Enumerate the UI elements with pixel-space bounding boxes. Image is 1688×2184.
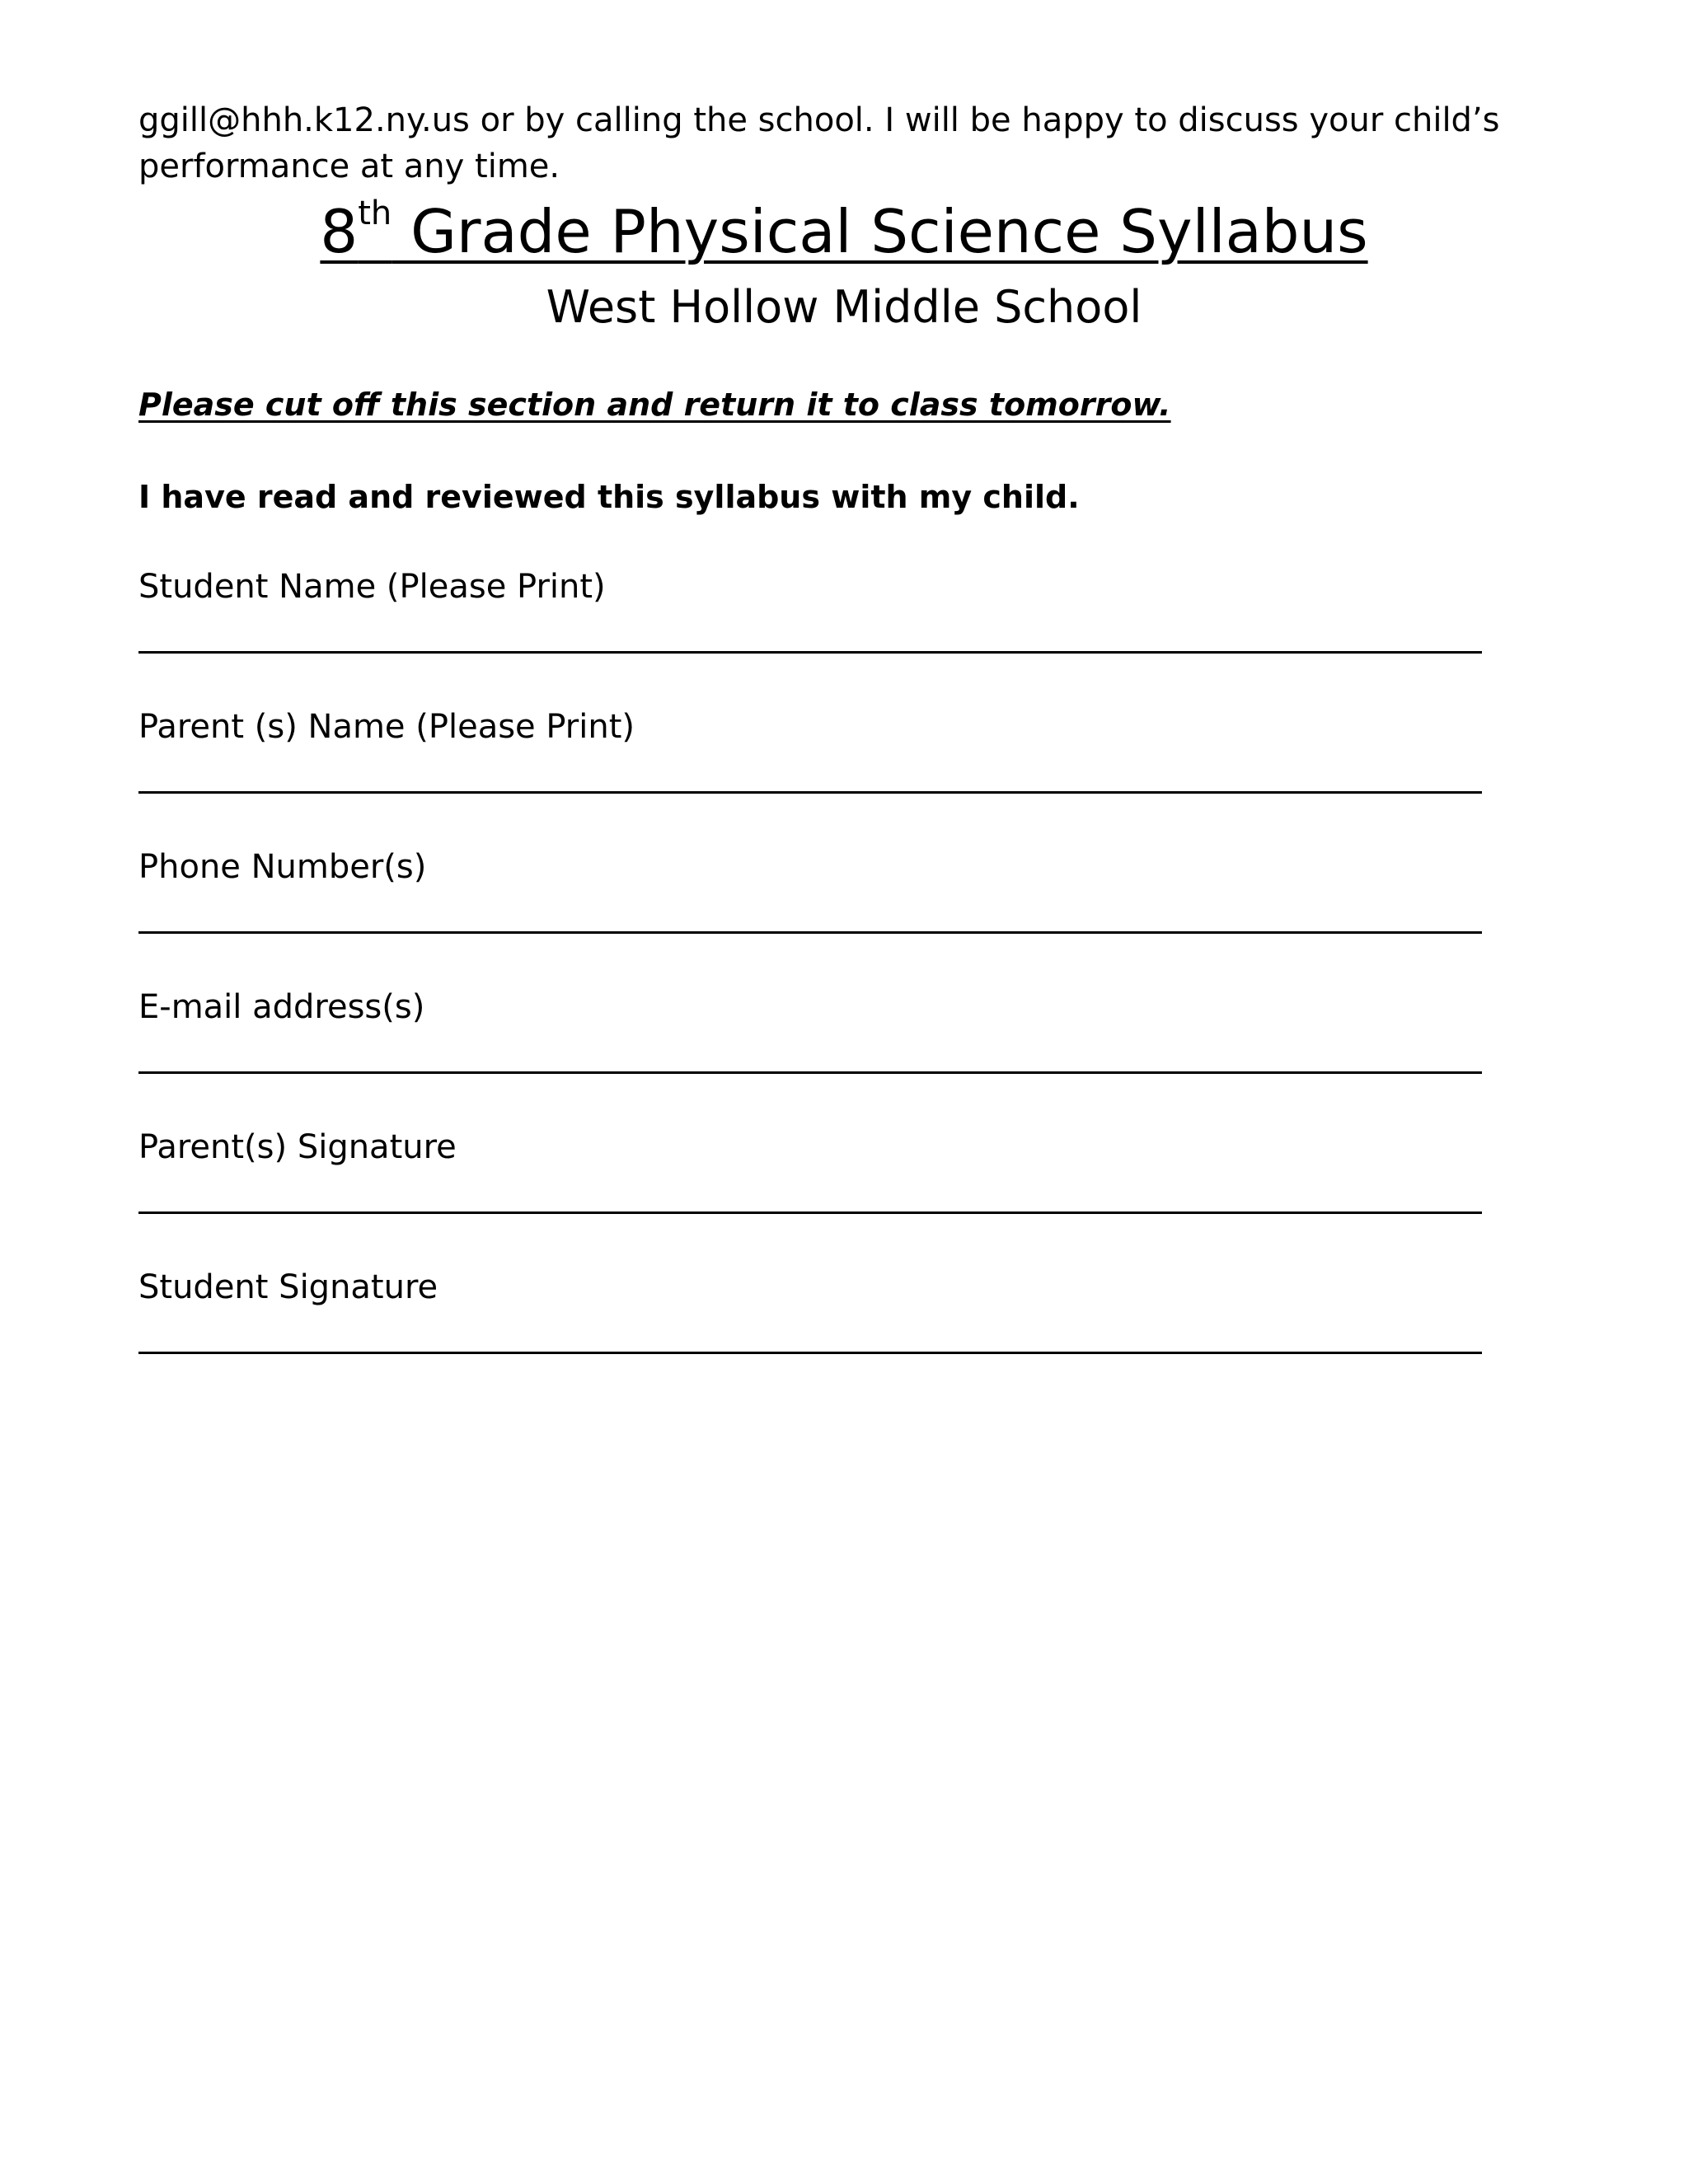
- student-name-label: Student Name (Please Print): [138, 568, 606, 606]
- email-address-label: E-mail address(s): [138, 988, 425, 1026]
- parent-name-line[interactable]: [138, 791, 1482, 794]
- email-address-line[interactable]: [138, 1071, 1482, 1074]
- title-text: [320, 194, 1368, 266]
- student-signature-line[interactable]: [138, 1352, 1482, 1354]
- student-signature-label: Student Signature: [138, 1268, 438, 1306]
- cut-off-instruction: Please cut off this section and return it to class tomorrow.: [138, 387, 1171, 423]
- parent-signature-line[interactable]: [138, 1212, 1482, 1214]
- school-name: West Hollow Middle School: [546, 281, 1142, 333]
- intro-paragraph: [138, 97, 1540, 190]
- intro-line-2: performance at any time.: [138, 148, 560, 185]
- page-title: [0, 194, 1688, 269]
- student-name-line[interactable]: [138, 651, 1482, 654]
- parent-signature-label: Parent(s) Signature: [138, 1128, 457, 1166]
- title-number: 8: [320, 197, 359, 266]
- title-rest: Grade Physical Science Syllabus: [392, 197, 1368, 266]
- phone-number-line[interactable]: [138, 931, 1482, 934]
- intro-line-1: ggill@hhh.k12.ny.us or by calling the school. I will be happy to discuss your child’s: [138, 101, 1500, 139]
- acknowledgement-statement: I have read and reviewed this syllabus with my child.: [138, 479, 1080, 515]
- title-superscript: th: [358, 194, 392, 232]
- phone-number-label: Phone Number(s): [138, 848, 427, 886]
- parent-name-label: Parent (s) Name (Please Print): [138, 708, 635, 746]
